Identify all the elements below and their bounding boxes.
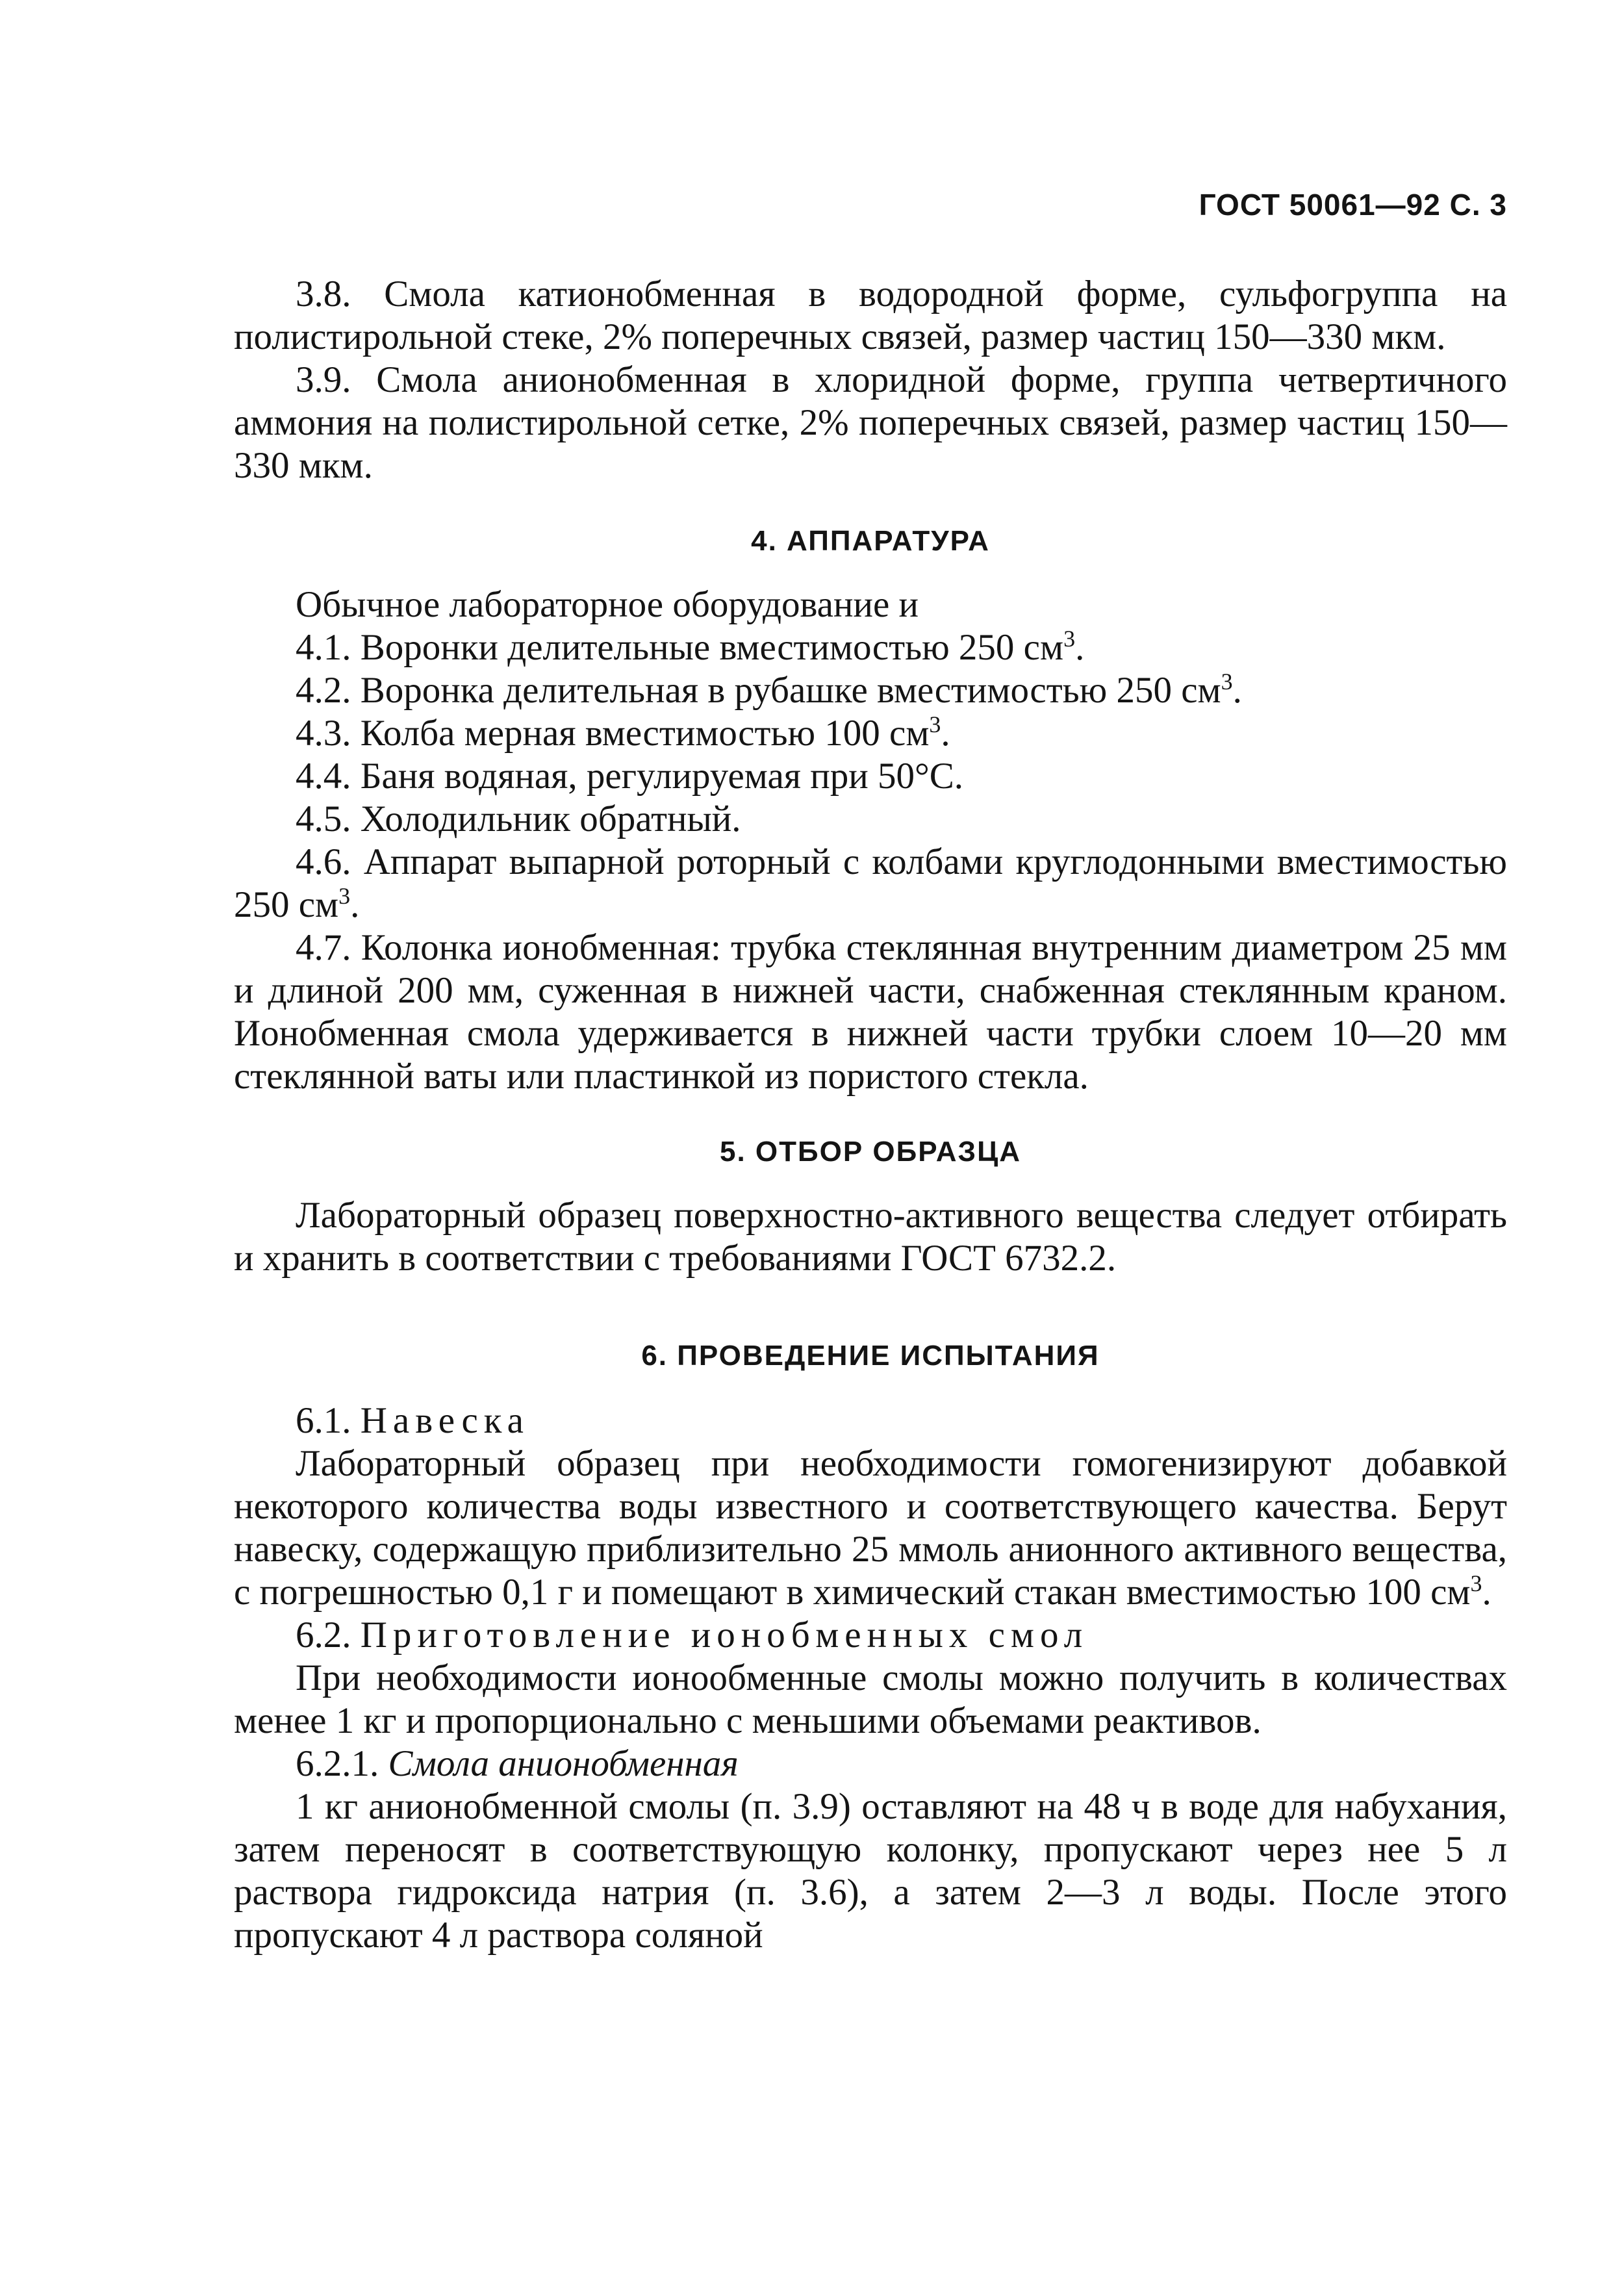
paragraph-6-1: Лабораторный образец при необходимости гомогенизируют добавкой некоторого количества воды известного и соответствующего качества. Берут навеску, содержащую приблизительно 25 ммоль анионного активного вещества, с погрешностью 0,1 г и помещают в химический стакан вместимостью 100 $см^3$. (234, 1443, 1507, 1613)
subheading-6-2: 6.2. Приготовление ионобменных смол (296, 1615, 1089, 1655)
apparatus-item-4-2: 4.2. Воронка делительная в рубашке вместимостью 250 $см^3$. (296, 669, 1242, 711)
subheading-6-2-1-title: Смола анионобменная (388, 1743, 739, 1784)
apparatus-intro: Обычное лабораторное оборудование и (296, 584, 919, 625)
document-page (234, 0, 1507, 2287)
paragraph-6-2-1: 1 кг анионобменной смолы (п. 3.9) оставляют на 48 ч в воде для набухания, затем переносят в соответствующую колонку, пропускают через нее 5 л раствора гидроксида натрия (п. 3.6), а затем 2—3 л воды. После этого пропускают 4 л раствора соляной (234, 1786, 1507, 1956)
subheading-6-1-title: Навеска (360, 1400, 529, 1441)
paragraph-sampling: Лабораторный образец поверхностно-активного вещества следует отбирать и хранить в соответствии с требованиями ГОСТ 6732.2. (234, 1195, 1507, 1279)
document-body (234, 273, 1507, 1957)
section-heading-sampling: 5. ОТБОР ОБРАЗЦА (719, 1136, 1022, 1168)
apparatus-list (234, 626, 1507, 1098)
apparatus-item-4-4: 4.4. Баня водяная, регулируемая при 50°С. (296, 756, 964, 797)
apparatus-item-4-1: 4.1. Воронки делительные вместимостью 250 $см^3$. (296, 626, 1085, 668)
apparatus-item-4-3: 4.3. Колба мерная вместимостью 100 $см^3$. (296, 711, 950, 754)
running-header: ГОСТ 50061—92 С. 3 (1199, 188, 1507, 222)
paragraph-3-9: 3.9. Смола анионобменная в хлоридной форме, группа четвертичного аммония на полистирольной сетке, 2% поперечных связей, размер частиц 150—330 мкм. (234, 359, 1507, 486)
paragraph-6-2: При необходимости ионообменные смолы можно получить в количествах менее 1 кг и пропорционально с меньшими объемами реактивов. (234, 1657, 1507, 1741)
subheading-6-2-1: 6.2.1. Смола анионобменная (296, 1743, 739, 1784)
paragraph-3-8: 3.8. Смола катионобменная в водородной форме, сульфогруппа на полистирольной стеке, 2% поперечных связей, размер частиц 150—330 мкм. (234, 274, 1507, 357)
apparatus-item-4-6: 4.6. Аппарат выпарной роторный с колбами круглодонными вместимостью 250 $см^3$. (234, 841, 1507, 925)
subheading-6-2-title: Приготовление ионобменных смол (360, 1615, 1089, 1655)
subheading-6-1: 6.1. Навеска (296, 1400, 529, 1441)
section-heading-apparatus: 4. АППАРАТУРА (751, 525, 990, 557)
section-heading-testing: 6. ПРОВЕДЕНИЕ ИСПЫТАНИЯ (641, 1340, 1100, 1372)
apparatus-item-4-7: 4.7. Колонка ионобменная: трубка стеклянная внутренним диаметром 25 мм и длиной 200 мм, суженная в нижней части, снабженная стеклянным краном. Ионобменная смола удерживается в нижней части трубки слоем 10—20 мм стеклянной ваты или пластинкой из пористого стекла. (234, 927, 1507, 1097)
apparatus-item-4-5: 4.5. Холодильник обратный. (296, 799, 741, 839)
